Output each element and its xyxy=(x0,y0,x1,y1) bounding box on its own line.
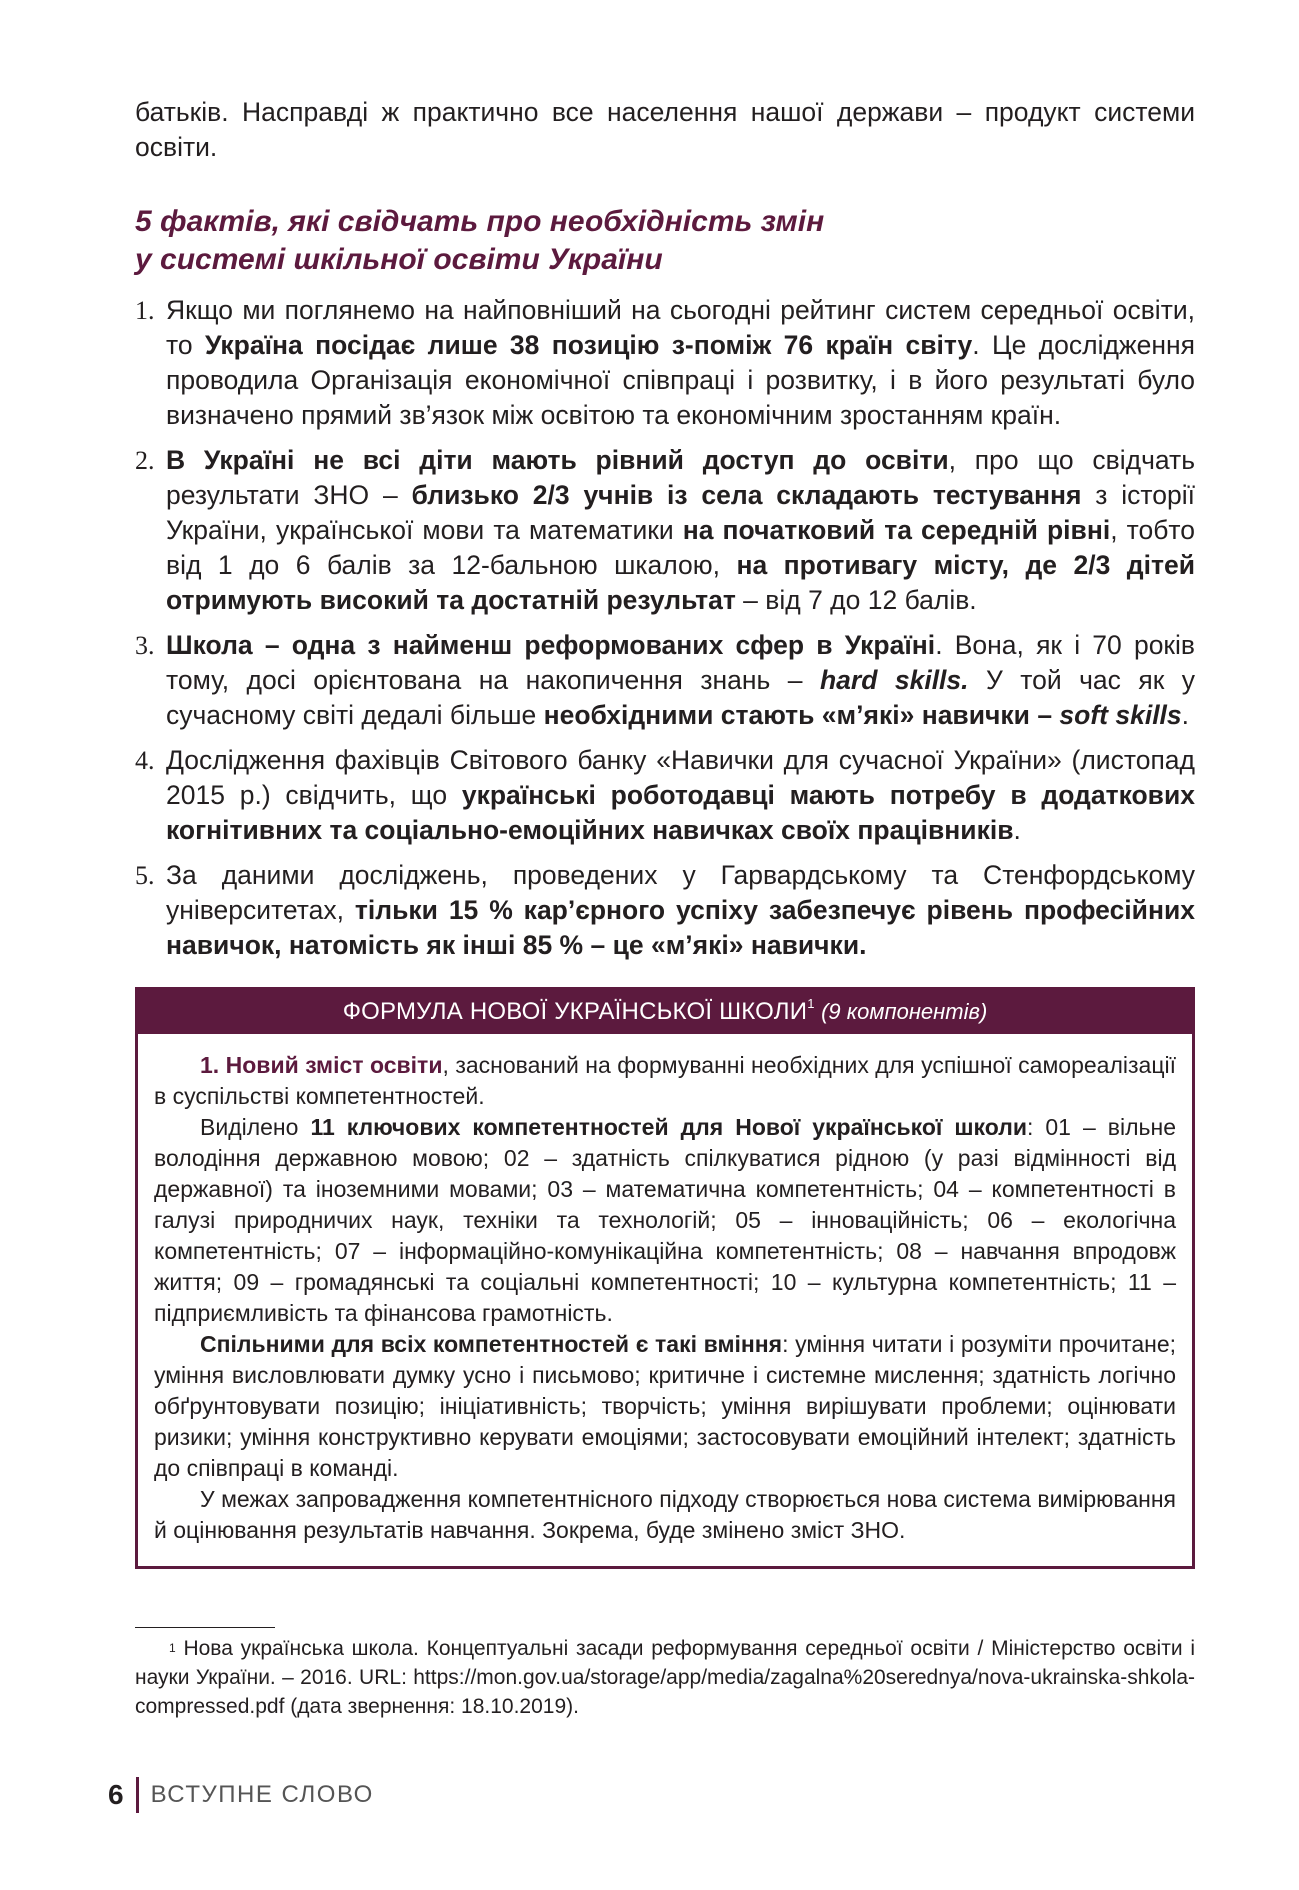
text-run: , про що свідчать результати ЗНО – xyxy=(166,445,1195,510)
formula-paragraph xyxy=(154,1484,1176,1546)
emphasis-text: на початковий та середній рівні xyxy=(682,515,1111,545)
section-heading-line-2: у системі шкільної освіти України xyxy=(135,243,663,276)
emphasis-text: hard skills. xyxy=(819,665,969,695)
emphasis-text: тільки 15 % кар’єрного успіху забезпечує рівень професійних навичок, натомість як інші 85 % – це «м’які» навички. xyxy=(166,895,1195,960)
fact-item xyxy=(135,628,1195,733)
page-number: 6 xyxy=(108,1779,124,1810)
emphasis-text: 11 ключових компетентностей для Нової української школи xyxy=(310,1114,1027,1140)
fact-number: 1. xyxy=(135,296,155,325)
section-heading-line-1: 5 фактів, які свідчать про необхідність змін xyxy=(135,205,825,238)
text-run: У той час як у сучасному світі дедалі більше xyxy=(166,665,1195,730)
section-name: ВСТУПНЕ СЛОВО xyxy=(150,1781,374,1808)
text-run: – від 7 до 12 балів. xyxy=(735,585,977,615)
emphasis-text: В Україні не всі діти мають рівний доступ до освіти xyxy=(166,445,949,475)
emphasis-text: близько 2/3 учнів із села складають тестування xyxy=(411,480,1082,510)
footer-divider xyxy=(136,1777,139,1813)
text-run: У межах запровадження компетентнісного підходу створюється нова система вимірювання й оцінювання результатів навчання. Зокрема, буде змінено зміст ЗНО. xyxy=(154,1486,1176,1543)
text-run: Дослідження фахівців Світового банку «Навички для сучасної України» (листопад 2015 р.) свідчить, що xyxy=(166,745,1195,810)
facts-list xyxy=(135,293,1195,963)
emphasis-text: необхідними стають «м’які» навички – xyxy=(543,700,1060,730)
emphasis-text: на противагу місту, де 2/3 дітей отримують високий та достатній результат xyxy=(166,550,1195,615)
text-run: . Це дослідження проводила Організація економічної співпраці і розвитку, і в його результаті було визначено прямий зв’язок між освітою та економічним зростанням країн. xyxy=(166,330,1196,430)
page-footer xyxy=(108,1775,374,1815)
section-heading xyxy=(135,203,1195,279)
emphasis-text: 1. Новий зміст освіти xyxy=(200,1052,443,1078)
text-run: Виділено xyxy=(200,1114,311,1140)
formula-box-body xyxy=(138,1034,1192,1566)
text-run: . xyxy=(1013,815,1021,845)
formula-box-subtitle: (9 компонентів) xyxy=(821,999,988,1024)
text-run: : 01 – вільне володіння державною мовою; 02 – здатність спілкуватися рідною (у разі відмінності від державної) та іноземними мовами; 03 – математична компетентність; 04 – компетентності в галузі природничих наук, техніки та технологій; 05 – інноваційність; 06 – екологічна компетентність; 07 – інформаційно-комунікаційна компетентність; 08 – навчання впродовж життя; 09 – громадянські та соціальні компетентності; 10 – культурна компетентність; 11 – підприємливість та фінансова грамотність. xyxy=(154,1114,1176,1326)
emphasis-text: українські роботодавці мають потребу в додаткових когнітивних та соціально-емоційних навичках своїх працівників xyxy=(166,780,1196,845)
fact-item xyxy=(135,858,1195,963)
text-run: Якщо ми поглянемо на найповніший на сьогодні рейтинг систем середньої освіти, то xyxy=(166,295,1195,360)
text-run: . Вона, як і 70 років тому, досі орієнтована на накопичення знань – xyxy=(166,630,1195,695)
text-run: За даними досліджень, проведених у Гарвардському та Стенфордському університетах, xyxy=(166,860,1195,925)
page-content xyxy=(135,95,1195,1569)
text-run: , тобто від 1 до 6 балів за 12-бальною шкалою, xyxy=(166,515,1195,580)
fact-item xyxy=(135,293,1195,433)
text-run: з історії України, української мови та математики xyxy=(166,480,1195,545)
fact-number: 2. xyxy=(135,446,155,475)
emphasis-text: Спільними для всіх компетентностей є такі вміння xyxy=(200,1331,783,1357)
fact-number: 4. xyxy=(135,746,155,775)
footnote-mark: 1 xyxy=(169,1641,176,1655)
formula-box-title: ФОРМУЛА НОВОЇ УКРАЇНСЬКОЇ ШКОЛИ xyxy=(342,998,808,1025)
emphasis-text: Школа – одна з найменш реформованих сфер в Україні xyxy=(166,630,936,660)
intro-paragraph: батьків. Насправді ж практично все населення нашої держави – продукт системи освіти. xyxy=(135,97,1195,162)
formula-box xyxy=(135,987,1195,1569)
text-run: . xyxy=(1181,700,1190,730)
footnote-text: Нова українська школа. Концептуальні засади реформування середньої освіти / Міністерство освіти і науки України. – 2016. URL: https://mon.gov.ua/storage/app/media/zagalna%20serednya/nova-ukrainska-shkola-compressed.pdf (дата звернення: 18.10.2019). xyxy=(135,1637,1195,1718)
formula-paragraph xyxy=(154,1050,1176,1112)
emphasis-text: soft skills xyxy=(1059,700,1182,730)
text-run: , заснований на формуванні необхідних для успішної самореалізації в суспільстві компетентностей. xyxy=(154,1052,1176,1109)
fact-number: 3. xyxy=(135,631,155,660)
footnote-divider xyxy=(135,1627,275,1628)
fact-item xyxy=(135,743,1195,848)
formula-paragraph xyxy=(154,1112,1176,1329)
emphasis-text: Україна посідає лише 38 позицію з-поміж 76 країн світу xyxy=(204,330,973,360)
text-run: : уміння читати і розуміти прочитане; уміння висловлювати думку усно і письмово; критичне і системне мислення; здатність логічно обґрунтовувати позицію; ініціативність; творчість; уміння вирішувати проблеми; оцінювати ризики; уміння конструктивно керувати емоціями; застосовувати емоційний інтелект; здатність до співпраці в команді. xyxy=(154,1331,1176,1481)
fact-number: 5. xyxy=(135,861,155,890)
fact-item xyxy=(135,443,1195,618)
formula-paragraph xyxy=(154,1329,1176,1484)
footnote xyxy=(135,1634,1195,1721)
formula-box-header xyxy=(138,990,1192,1034)
formula-footnote-mark[interactable]: 1 xyxy=(807,996,815,1011)
